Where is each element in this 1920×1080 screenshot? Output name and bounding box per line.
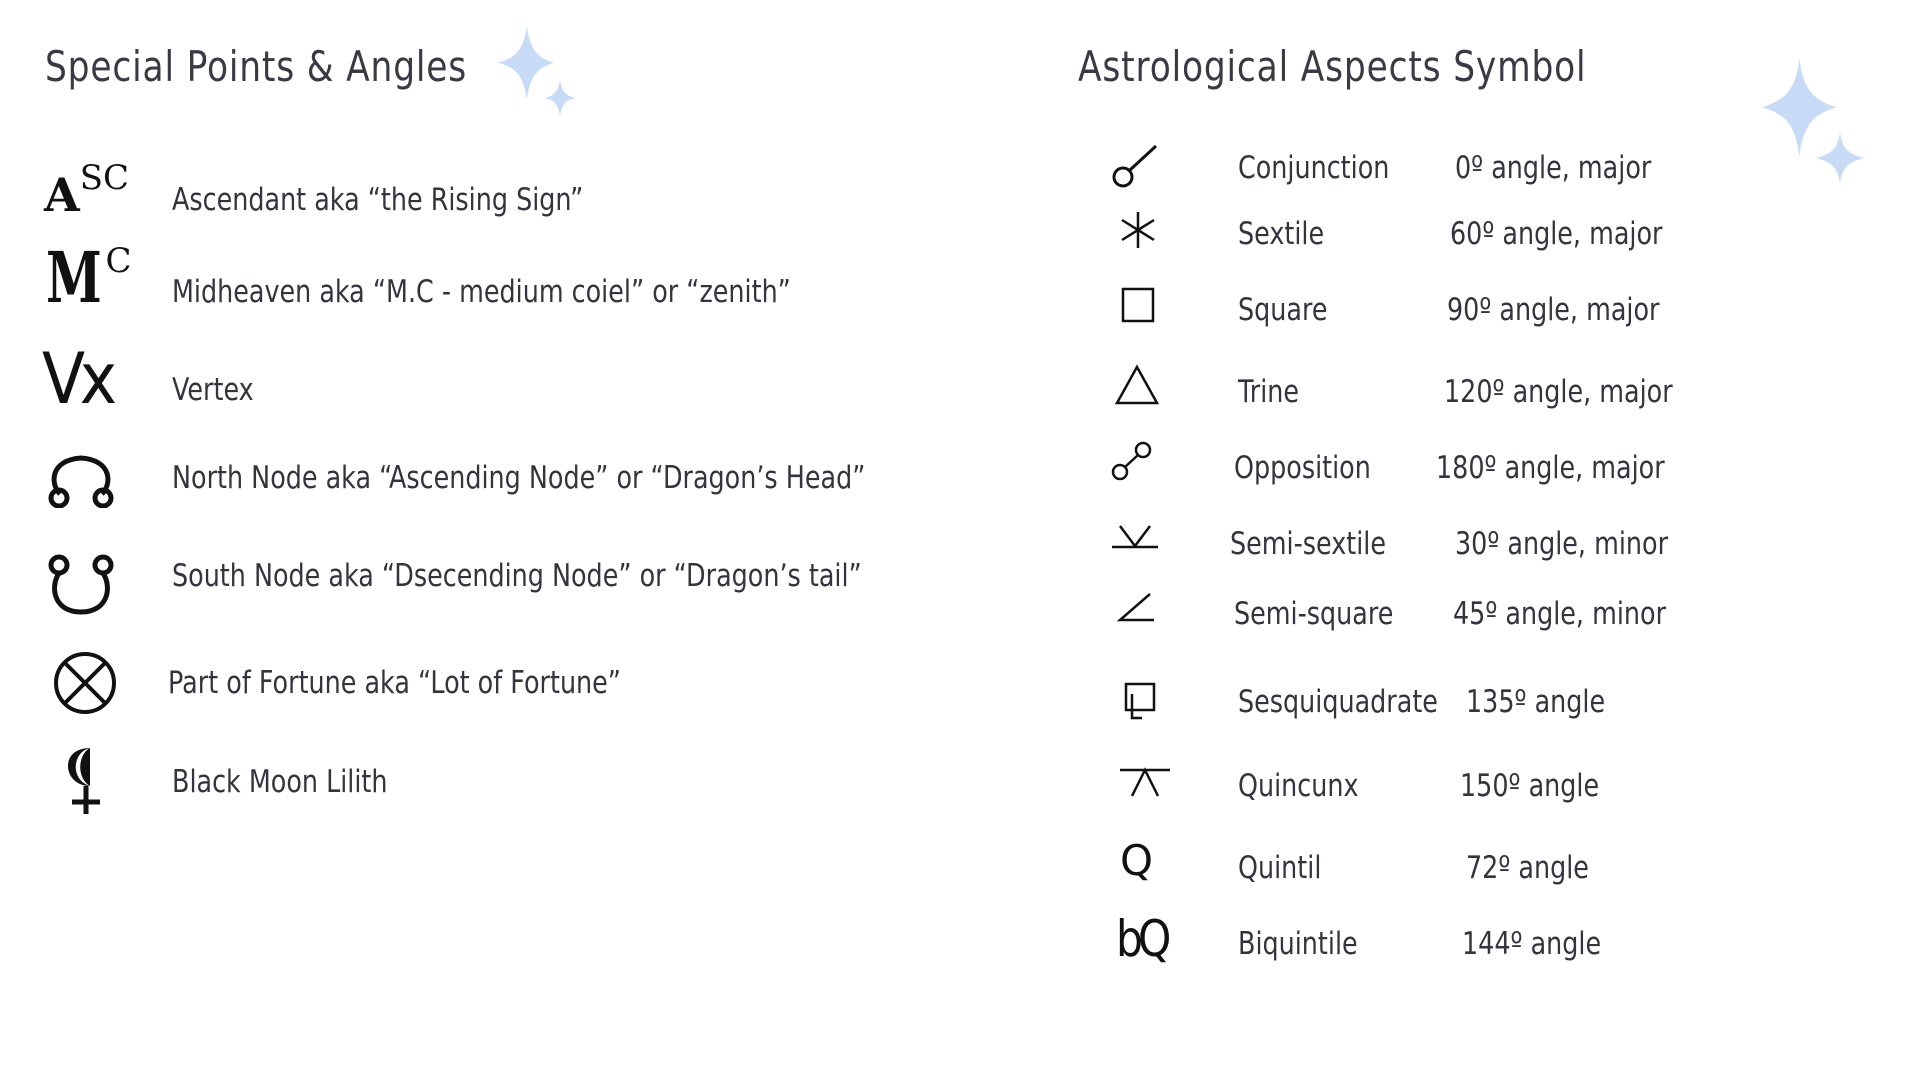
sparkle-icon (1762, 58, 1872, 194)
sesquiquadrate-icon (1122, 680, 1160, 722)
aspects-title: Astrological Aspects Symbol (1078, 42, 1587, 91)
aspect-name: Sesquiquadrate (1238, 684, 1438, 720)
south-node-label: South Node aka “Dsecending Node” or “Dragon’s tail” (172, 558, 862, 594)
lilith-label: Black Moon Lilith (172, 764, 388, 800)
aspect-name: Semi-square (1234, 596, 1394, 632)
aspect-name: Opposition (1234, 450, 1371, 486)
part-of-fortune-icon (52, 650, 118, 716)
aspect-name: Quintil (1238, 850, 1322, 886)
aspect-angle: 0º angle, major (1455, 150, 1652, 186)
opposition-icon (1110, 440, 1156, 482)
ascendant-label: Ascendant aka “the Rising Sign” (172, 182, 584, 218)
part-of-fortune-label: Part of Fortune aka “Lot of Fortune” (168, 665, 621, 701)
aspect-name: Trine (1238, 374, 1300, 410)
quincunx-icon (1118, 764, 1174, 798)
aspect-name: Quincunx (1238, 768, 1359, 804)
ascendant-icon: ASC (44, 158, 130, 222)
midheaven-icon: M C (46, 236, 132, 319)
aspect-angle: 150º angle (1460, 768, 1600, 804)
sparkle-icon (498, 26, 588, 126)
aspect-angle: 135º angle (1466, 684, 1606, 720)
aspect-name: Square (1238, 292, 1328, 328)
semi-square-icon (1116, 590, 1158, 624)
black-moon-lilith-icon (64, 746, 108, 816)
conjunction-icon (1112, 144, 1162, 190)
aspect-angle: 30º angle, minor (1455, 526, 1669, 562)
north-node-label: North Node aka “Ascending Node” or “Dragon’s Head” (172, 460, 866, 496)
midheaven-label: Midheaven aka “M.C - medium coiel” or “zenith” (172, 274, 791, 310)
trine-icon (1114, 364, 1160, 406)
aspect-name: Biquintile (1238, 926, 1358, 962)
square-icon (1120, 286, 1156, 324)
biquintile-icon: bQ (1116, 910, 1167, 968)
aspect-name: Sextile (1238, 216, 1325, 252)
vertex-label: Vertex (172, 372, 254, 408)
vertex-icon: Vx (42, 338, 112, 420)
aspect-angle: 72º angle (1466, 850, 1589, 886)
aspect-angle: 120º angle, major (1444, 374, 1673, 410)
north-node-icon (46, 448, 116, 508)
semi-sextile-icon (1110, 522, 1160, 552)
south-node-icon (46, 552, 116, 618)
aspect-angle: 180º angle, major (1436, 450, 1665, 486)
quintil-icon: Q (1120, 836, 1154, 885)
aspect-angle: 90º angle, major (1447, 292, 1660, 328)
aspect-angle: 60º angle, major (1450, 216, 1663, 252)
aspect-angle: 45º angle, minor (1453, 596, 1667, 632)
aspect-name: Semi-sextile (1230, 526, 1386, 562)
sextile-icon (1116, 210, 1160, 250)
aspect-angle: 144º angle (1462, 926, 1602, 962)
special-points-title: Special Points & Angles (45, 42, 468, 91)
aspect-name: Conjunction (1238, 150, 1390, 186)
